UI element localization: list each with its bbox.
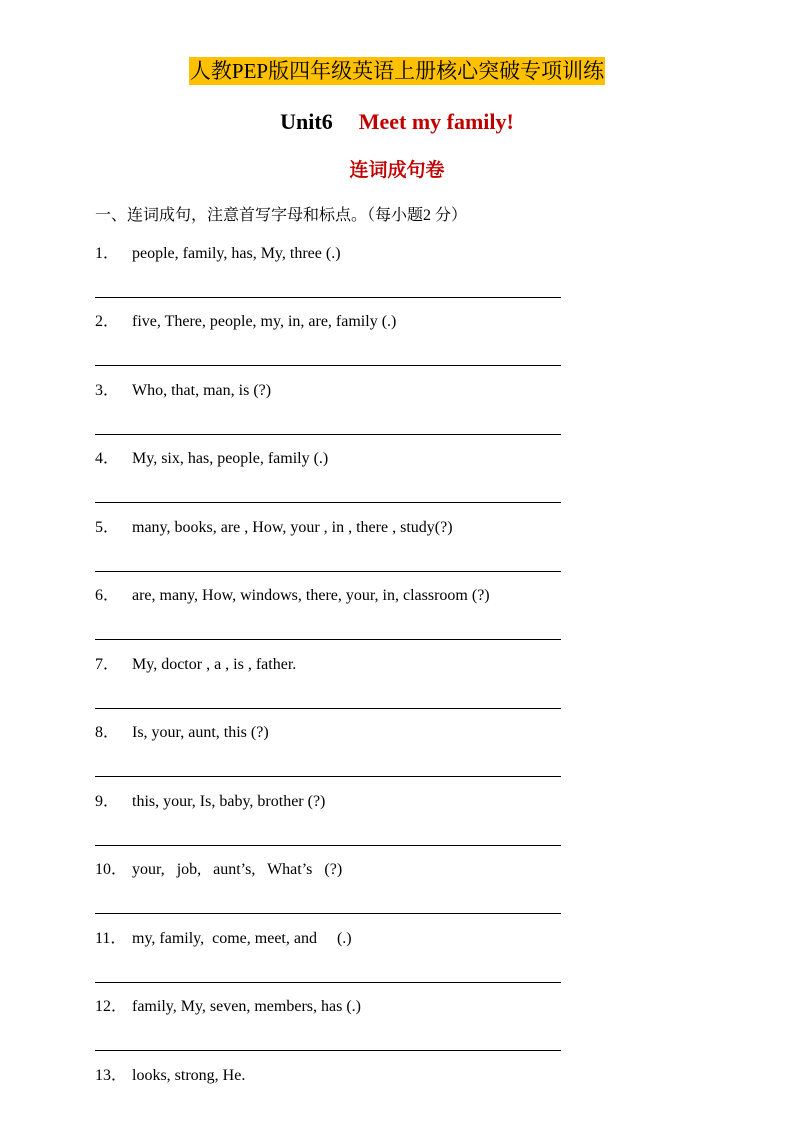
answer-line[interactable] [95, 913, 561, 914]
answer-line[interactable] [95, 776, 561, 777]
question-number: 4． [95, 450, 120, 467]
question-number: 3． [95, 382, 120, 399]
document-title-text: 人教PEP版四年级英语上册核心突破专项训练 [189, 59, 605, 83]
question-number: 1． [95, 245, 120, 262]
unit-name: Meet my family! [358, 109, 514, 134]
answer-line[interactable] [95, 1050, 561, 1051]
question-number: 11． [95, 930, 127, 947]
answer-line[interactable] [95, 297, 561, 298]
question-text [95, 926, 352, 952]
worksheet-subtitle: 连词成句卷 [349, 159, 445, 181]
question-words: are, many, How, windows, there, your, in, classroom (?) [132, 587, 490, 604]
question-item [95, 446, 561, 506]
unit-heading [0, 107, 794, 137]
answer-line[interactable] [95, 365, 561, 366]
question-item [95, 926, 561, 986]
question-item [95, 583, 561, 643]
question-number: 5． [95, 519, 120, 536]
answer-line[interactable] [95, 708, 561, 709]
question-words: looks, strong, He. [132, 1067, 246, 1084]
question-text [95, 241, 341, 267]
question-words: five, There, people, my, in, are, family (.) [132, 313, 397, 330]
question-text [95, 583, 490, 609]
question-text [95, 857, 342, 883]
question-number: 13． [95, 1067, 128, 1084]
answer-line[interactable] [95, 639, 561, 640]
section-instruction: 一、连词成句，注意首写字母和标点。（每小题2 分） [95, 207, 468, 224]
question-number: 7． [95, 656, 120, 673]
document-title [0, 53, 794, 89]
question-text [95, 789, 325, 815]
question-item [95, 652, 561, 712]
question-words: My, doctor , a , is , father. [132, 656, 297, 673]
question-number: 8． [95, 724, 120, 741]
question-item [95, 515, 561, 575]
question-item [95, 241, 561, 301]
question-number: 6． [95, 587, 120, 604]
answer-line[interactable] [95, 845, 561, 846]
answer-line[interactable] [95, 982, 561, 983]
question-item [95, 1063, 561, 1093]
question-item [95, 309, 561, 369]
question-number: 9． [95, 793, 120, 810]
question-words: my, family, come, meet, and (.) [132, 930, 352, 947]
question-words: people, family, has, My, three (.) [132, 245, 341, 262]
question-number: 10． [95, 861, 128, 878]
question-number: 12． [95, 998, 128, 1015]
question-text [95, 1063, 245, 1089]
answer-line[interactable] [95, 502, 561, 503]
question-number: 2． [95, 313, 120, 330]
question-item [95, 378, 561, 438]
question-words: your, job, aunt’s, What’s (?) [132, 861, 343, 878]
question-text [95, 515, 453, 541]
unit-number: Unit6 [280, 109, 333, 134]
question-words: My, six, has, people, family (.) [132, 450, 329, 467]
question-text [95, 309, 396, 335]
question-item [95, 789, 561, 849]
question-text [95, 378, 271, 404]
question-words: Is, your, aunt, this (?) [132, 724, 269, 741]
answer-line[interactable] [95, 434, 561, 435]
question-item [95, 994, 561, 1054]
question-words: Who, that, man, is (?) [132, 382, 272, 399]
question-text [95, 446, 328, 472]
question-item [95, 720, 561, 780]
question-text [95, 652, 296, 678]
question-text [95, 994, 361, 1020]
question-words: family, My, seven, members, has (.) [132, 998, 361, 1015]
question-item [95, 857, 561, 917]
question-words: many, books, are , How, your , in , there , study(?) [132, 519, 453, 536]
question-words: this, your, Is, baby, brother (?) [132, 793, 326, 810]
question-text [95, 720, 269, 746]
answer-line[interactable] [95, 571, 561, 572]
